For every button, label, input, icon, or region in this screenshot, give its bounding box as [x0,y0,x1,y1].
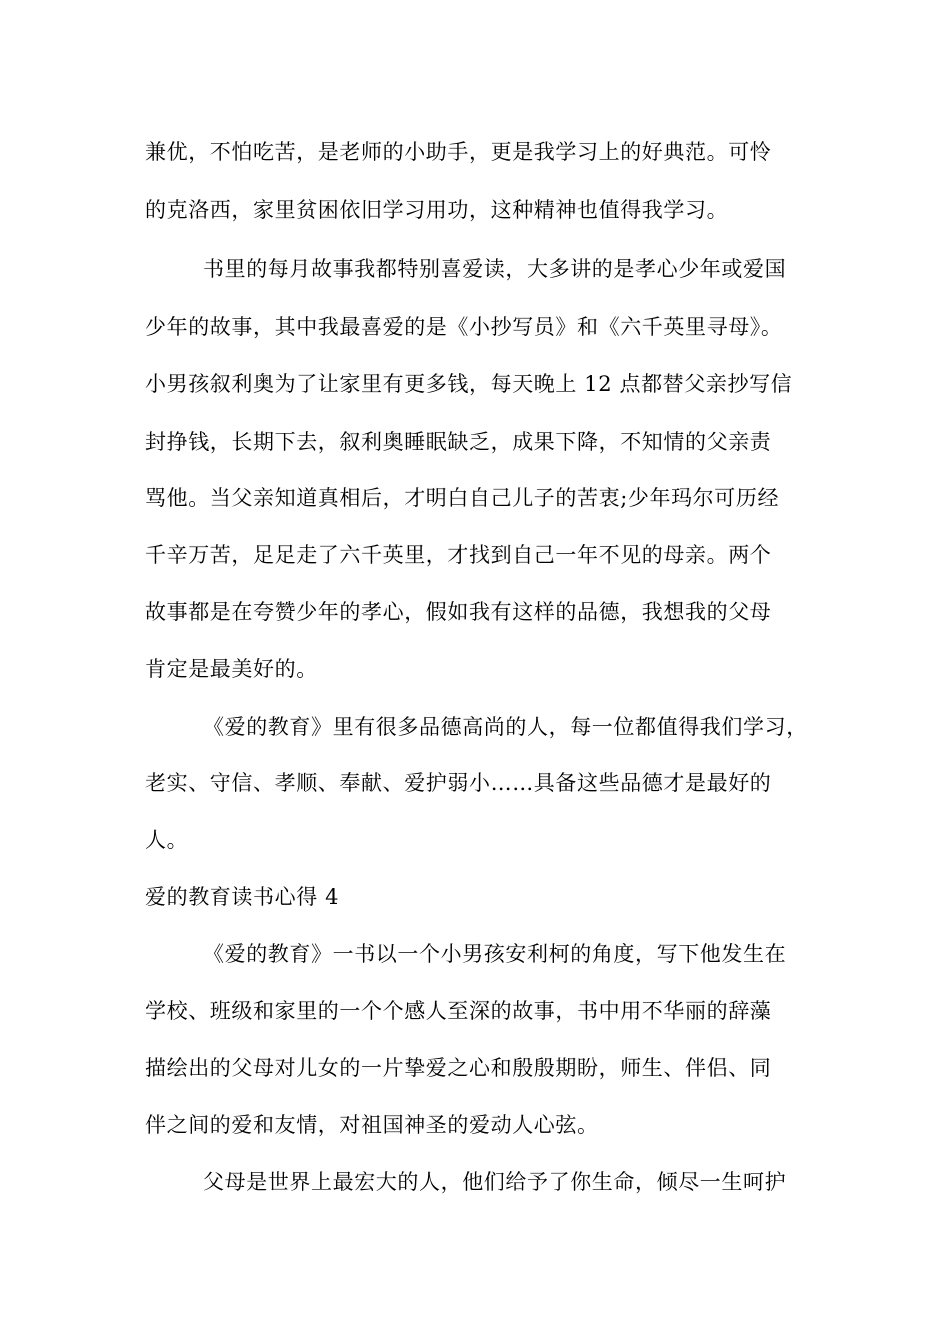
paragraph-line: 《爱的教育》一书以一个小男孩安利柯的角度，写下他发生在 [203,942,787,966]
paragraph-line: 学校、班级和家里的一个个感人至深的故事，书中用不华丽的辞藻 [145,999,772,1023]
paragraph-line: 千辛万苦，足足走了六千英里，才找到自己一年不见的母亲。两个 [145,543,772,567]
paragraph-line: 书里的每月故事我都特别喜爱读，大多讲的是孝心少年或爱国 [203,257,787,281]
paragraph-line: 小男孩叙利奥为了让家里有更多钱，每天晚上 12 点都替父亲抄写信 [145,372,793,396]
paragraph-line: 兼优，不怕吃苦，是老师的小助手，更是我学习上的好典范。可怜 [145,140,772,164]
paragraph-line: 伴之间的爱和友情，对祖国神圣的爱动人心弦。 [145,1113,599,1137]
paragraph-line: 骂他。当父亲知道真相后，才明白自己儿子的苦衷;少年玛尔可历经 [145,486,780,510]
paragraph-line: 老实、守信、孝顺、奉献、爱护弱小……具备这些品德才是最好的 [145,771,772,795]
paragraph-line: 故事都是在夸赞少年的孝心，假如我有这样的品德，我想我的父母 [145,600,772,624]
paragraph-line: 的克洛西，家里贫困依旧学习用功，这种精神也值得我学习。 [145,198,729,222]
paragraph-line: 描绘出的父母对儿女的一片挚爱之心和殷殷期盼，师生、伴侣、同 [145,1056,772,1080]
paragraph-line: 肯定是最美好的。 [145,657,318,681]
paragraph-line: 《爱的教育》里有很多品德高尚的人，每一位都值得我们学习， [203,715,808,739]
paragraph-line: 封挣钱，长期下去，叙利奥睡眠缺乏，成果下降，不知情的父亲责 [145,430,772,454]
paragraph-line: 人。 [145,828,189,852]
paragraph-line: 少年的故事，其中我最喜爱的是《小抄写员》和《六千英里寻母》。 [145,315,783,339]
section-heading: 爱的教育读书心得 4 [145,885,340,909]
paragraph-line: 父母是世界上最宏大的人，他们给予了你生命，倾尽一生呵护 [203,1170,787,1194]
